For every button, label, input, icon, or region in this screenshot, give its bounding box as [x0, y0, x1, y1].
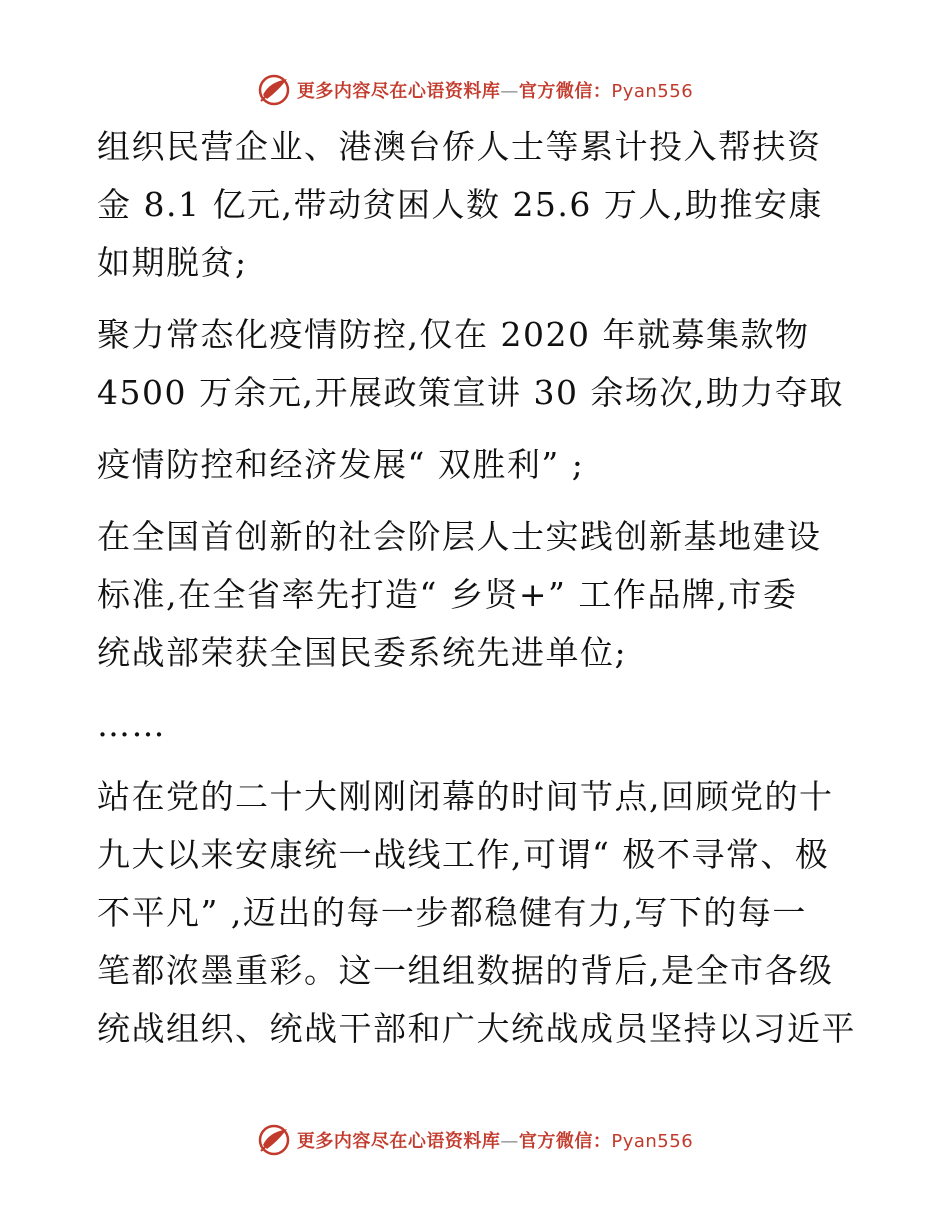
text-line: 在全国首创新的社会阶层人士实践创新基地建设 [97, 517, 822, 556]
watermark-text: 更多内容尽在心语资料库—官方微信：Pyan556 [296, 81, 694, 102]
text-line: 4500 万余元,开展政策宣讲 30 余场次,助力夺取 [97, 373, 844, 412]
text-line: 统战组织、统战干部和广大统战成员坚持以习近平 [97, 1009, 856, 1048]
pen-logo-icon [257, 1123, 291, 1157]
paragraph [97, 696, 857, 754]
text-line: 笔都浓墨重彩。这一组组数据的背后,是全市各级 [97, 951, 834, 990]
watermark-text: 更多内容尽在心语资料库—官方微信：Pyan556 [296, 1131, 694, 1152]
text-line: 站在党的二十大刚刚闭幕的时间节点,回顾党的十 [97, 777, 834, 816]
text-line: …… [97, 705, 166, 744]
text-line: 如期脱贫; [97, 243, 248, 282]
pen-logo-icon [257, 73, 291, 107]
paragraph [97, 118, 857, 292]
document-body [97, 118, 857, 1072]
paragraph [97, 306, 857, 422]
paragraph [97, 508, 857, 682]
header-watermark [0, 70, 950, 110]
text-line: 聚力常态化疫情防控,仅在 2020 年就募集款物 [97, 315, 810, 354]
text-line: 金 8.1 亿元,带动贫困人数 25.6 万人,助推安康 [97, 185, 823, 224]
text-line: 标准,在全省率先打造“ 乡贤+” 工作品牌,市委 [97, 575, 798, 614]
paragraph [97, 768, 857, 1058]
text-line: 组织民营企业、港澳台侨人士等累计投入帮扶资 [97, 127, 822, 166]
text-line: 统战部荣获全国民委系统先进单位; [97, 633, 628, 672]
text-line: 不平凡” ,迈出的每一步都稳健有力,写下的每一 [97, 893, 807, 932]
footer-watermark [0, 1120, 950, 1160]
text-line: 疫情防控和经济发展“ 双胜利” ; [97, 445, 585, 484]
text-line: 九大以来安康统一战线工作,可谓“ 极不寻常、极 [97, 835, 830, 874]
paragraph [97, 436, 857, 494]
